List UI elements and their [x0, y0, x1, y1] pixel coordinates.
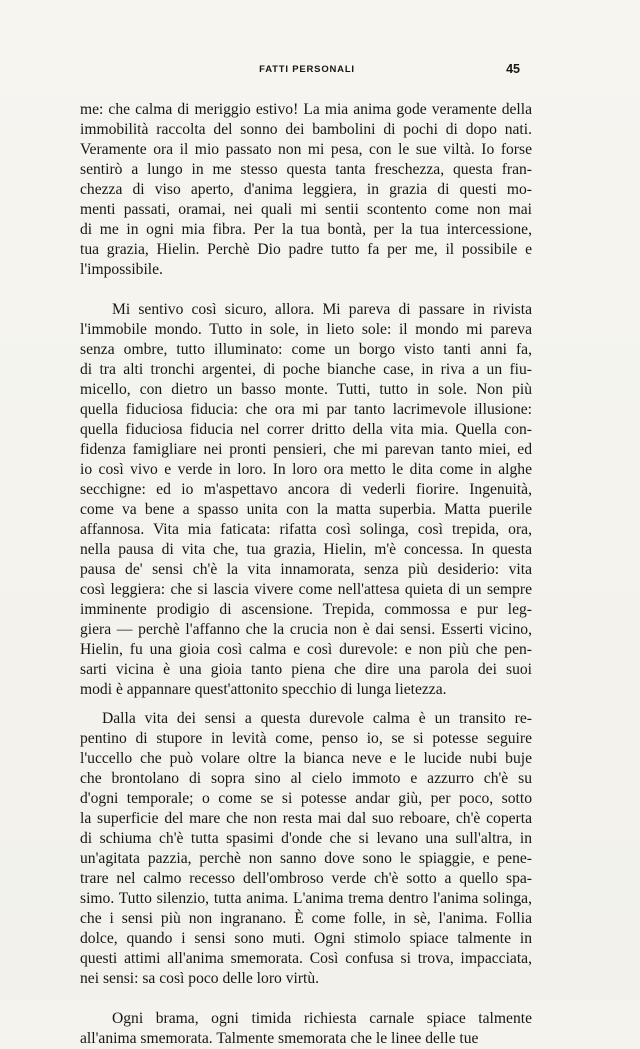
text-line: quella fiduciosa fiducia: che ora mi par tanto lacrimevole illusione:: [80, 401, 532, 418]
running-title: FATTI PERSONALI: [259, 64, 355, 75]
text-line: l'immobile mondo. Tutto in sole, in lieto sole: il mondo mi pareva: [80, 321, 532, 338]
text-line: me: che calma di meriggio estivo! La mia anima gode veramente della: [80, 101, 532, 118]
text-line: immobilità raccolta del sonno dei bambolini di pochi di dopo nati.: [80, 121, 532, 138]
text-line: dolce, quando i sensi sono muti. Ogni stimolo spiace talmente in: [80, 930, 532, 947]
text-line: l'uccello che può volare oltre la bianca neve e le lucide nubi buje: [80, 750, 532, 767]
text-line: Veramente ora il mio passato non mi pesa, con le sue viltà. Io forse: [80, 141, 532, 158]
text-line: pentino di stupore in levità come, penso io, se si potesse seguire: [80, 730, 532, 747]
paragraph: [80, 100, 532, 280]
text-line: senza ombre, tutto illuminato: come un borgo visto tanti anni fa,: [80, 341, 532, 358]
text-line: Ogni brama, ogni timida richiesta carnale spiace talmente: [112, 1010, 532, 1027]
text-line: io così vivo e verde in loro. In loro ora metto le dita come in alghe: [80, 461, 532, 478]
paragraph: [80, 300, 532, 700]
text-line: micello, con dietro un basso monte. Tutti, tutto in sole. Non più: [80, 381, 532, 398]
text-line: l'impossibile.: [80, 261, 163, 278]
text-line: Hielin, fu una gioia così calma e così durevole: e non più che pen-: [80, 641, 532, 658]
paragraph-gap: [80, 280, 532, 300]
text-line: di schiuma ch'è tutta spasimi d'onde che si levano una sull'altra, in: [80, 830, 532, 847]
text-line: come va bene a spasso unita con la matta superbia. Matta puerile: [80, 501, 532, 518]
text-line: nella pausa di vita che, tua grazia, Hielin, m'è concessa. In questa: [80, 541, 532, 558]
text-line: imminente prodigio di ascensione. Trepida, commossa e pur leg-: [80, 601, 532, 618]
text-line: chezza di viso aperto, d'anima leggiera, in grazia di questi mo-: [80, 181, 532, 198]
text-line: che brontolano di sopra sino al cielo immoto e azzurro ch'è su: [80, 770, 532, 787]
text-line: così leggiera: che si lascia vivere come nell'attesa quieta di un sempre: [80, 581, 532, 598]
text-line: quella fiduciosa fiducia nel correr dritto della vita mia. Quella con-: [80, 421, 532, 438]
text-line: simo. Tutto silenzio, tutta anima. L'anima trema dentro l'anima solinga,: [80, 890, 532, 907]
body-text: [80, 100, 532, 1049]
text-line: tua grazia, Hielin. Perchè Dio padre tutto fa per me, il possibile e: [80, 241, 532, 258]
text-line: menti passati, oramai, nei quali mi sentii scontento come non mai: [80, 201, 532, 218]
text-line: giera — perchè l'affanno che la crucia non è dai sensi. Esserti vicino,: [80, 621, 532, 638]
text-line: nei sensi: sa così poco delle loro virtù.: [80, 970, 320, 987]
text-line: d'ogni temporale; o come se si potesse andar giù, per poco, sotto: [80, 790, 532, 807]
text-line: Mi sentivo così sicuro, allora. Mi pareva di passare in rivista: [112, 301, 532, 318]
paragraph-gap: [80, 700, 532, 709]
text-line: che i sensi più non ingranano. È come folle, in sè, l'anima. Follia: [80, 910, 532, 927]
text-line: Dalla vita dei sensi a questa durevole calma è un transito re-: [102, 710, 532, 727]
paragraph: [80, 1009, 532, 1049]
text-line: secchigne: ed io m'aspettavo ancora di vederli fiorire. Ingenuità,: [80, 481, 532, 498]
text-line: sarti vicina è una gioia tanto piena che dire una parola dei suoi: [80, 661, 532, 678]
paragraph-gap: [80, 989, 532, 1009]
text-line: di me in ogni mia fibra. Per la tua bontà, per la tua intercessione,: [80, 221, 532, 238]
page-number: 45: [506, 62, 520, 76]
paragraph: [80, 709, 532, 989]
text-line: sentirò a lungo in me stesso questa tanta freschezza, questa fran-: [80, 161, 532, 178]
text-line: pausa de' sensi ch'è la vita innamorata, senza più desiderio: vita: [80, 561, 532, 578]
text-line: fidenza famigliare nei pronti pensieri, che mi parevan tanto miei, ed: [80, 441, 532, 458]
text-line: la superficie del mare che non resta mai dal suo reboare, ch'è coperta: [80, 810, 532, 827]
text-line: un'agitata pazzia, perchè non sanno dove sono le spiaggie, e pene-: [80, 850, 532, 867]
text-line: questi attimi all'anima smemorata. Così confusa si trova, impacciata,: [80, 950, 532, 967]
text-line: affannosa. Vita mia faticata: rifatta così solinga, così trepida, ora,: [80, 521, 532, 538]
text-line: all'anima smemorata. Talmente smemorata che le linee delle tue: [80, 1030, 479, 1047]
text-line: di tra alti tronchi argentei, di poche bianche case, in riva a un fiu-: [80, 361, 532, 378]
running-head: [80, 64, 534, 82]
text-line: trare nel calmo recesso dell'ombroso verde ch'è sotto a quello spa-: [80, 870, 532, 887]
text-line: modi è appannare quest'attonito specchio di lunga lietezza.: [80, 681, 447, 698]
